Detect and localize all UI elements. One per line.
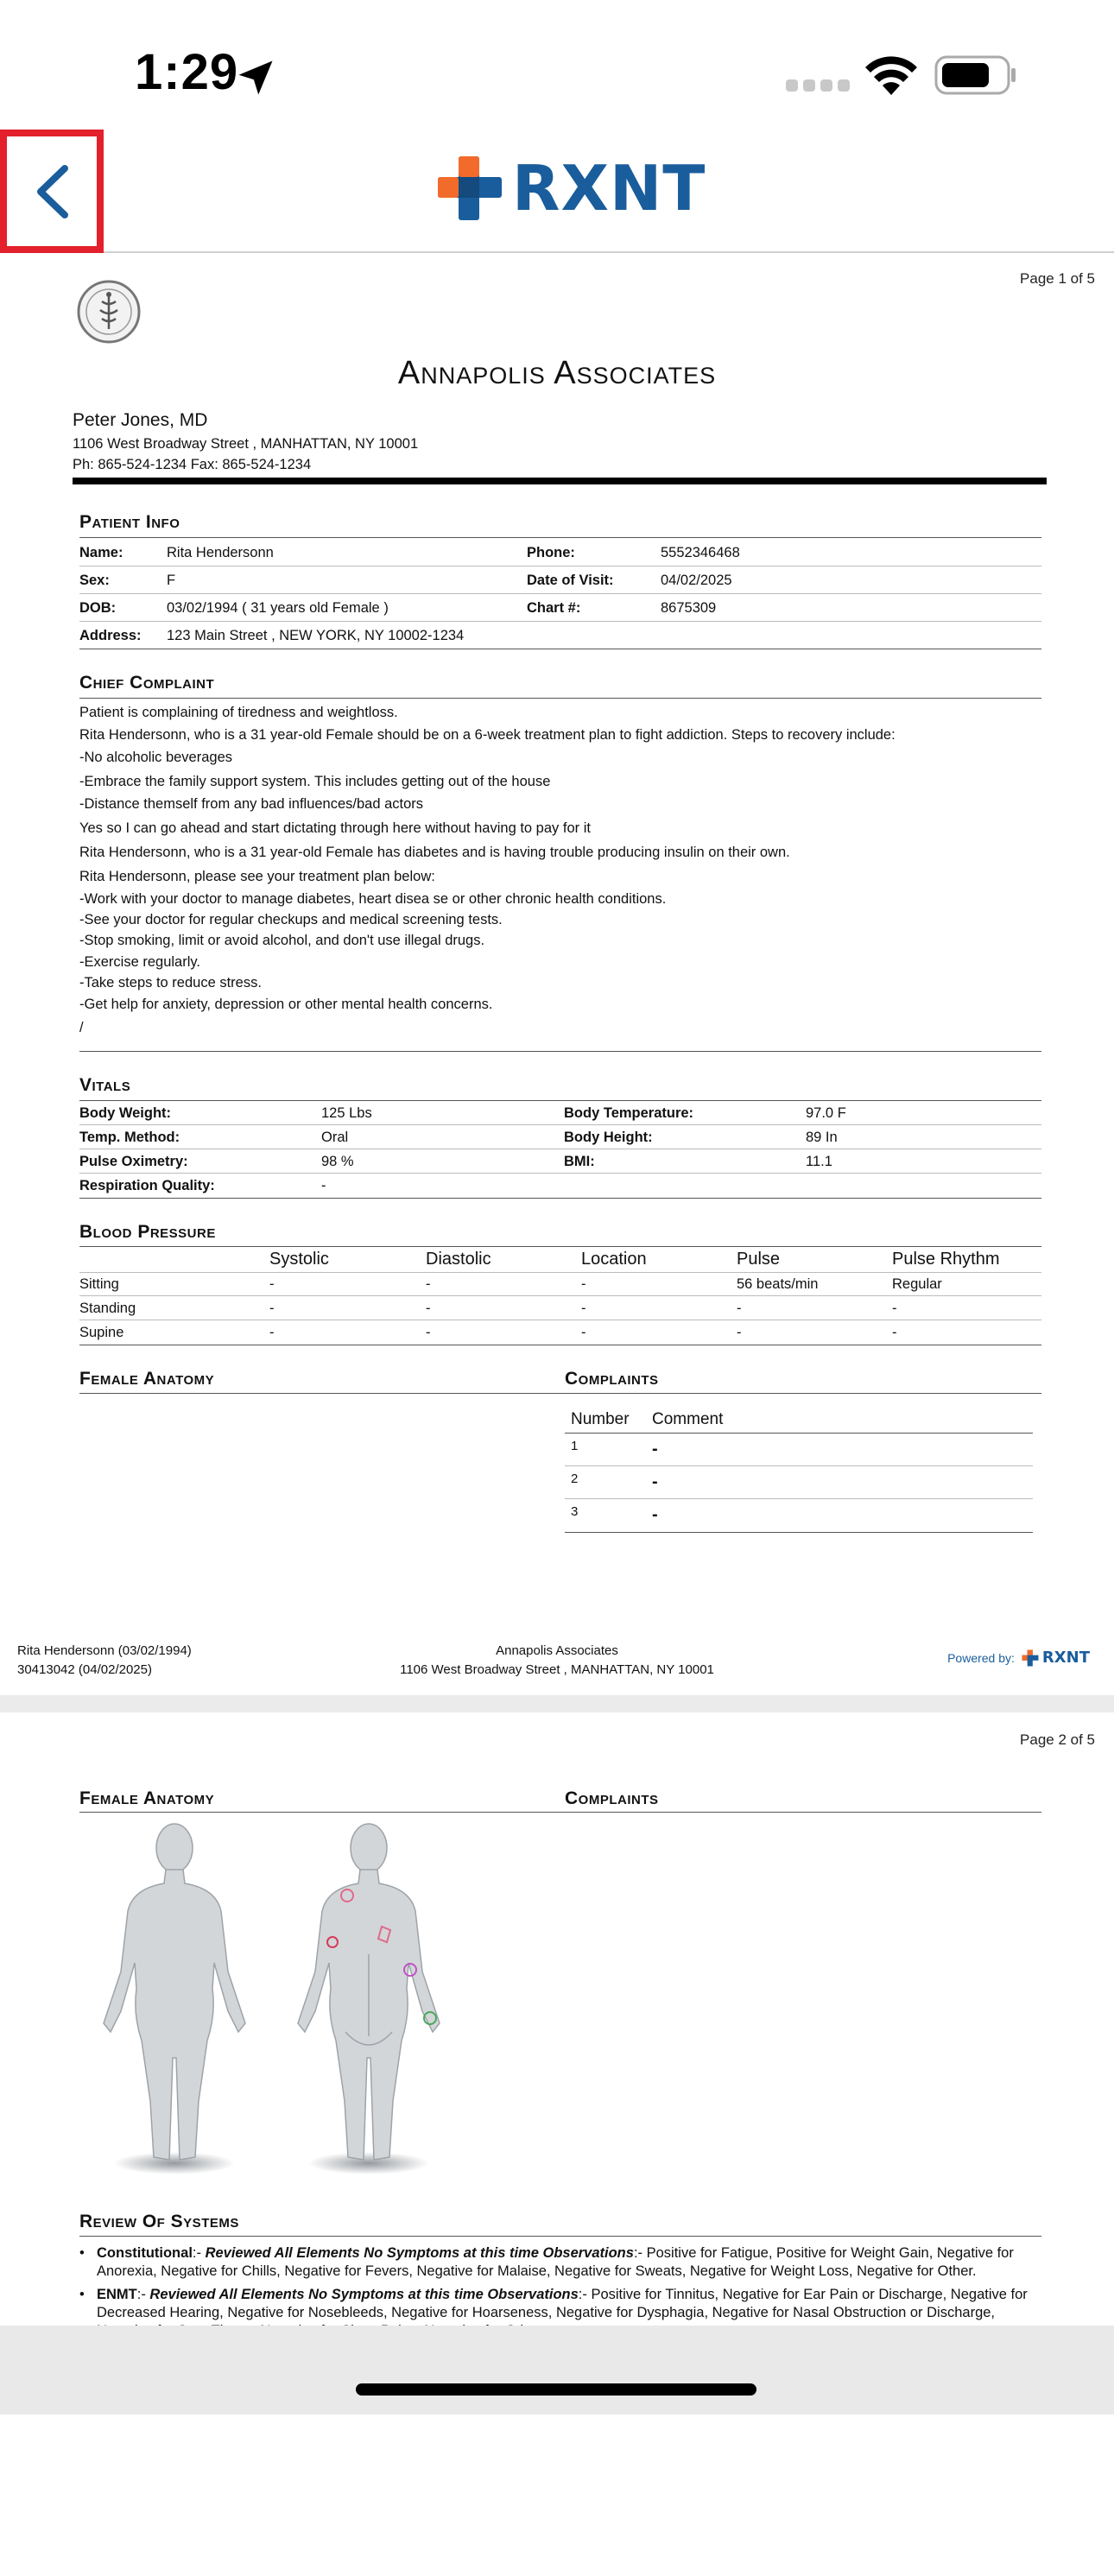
ros-separator: :- (192, 2245, 206, 2261)
name-label: Name: (79, 545, 123, 560)
document-viewer[interactable] (0, 253, 1114, 2326)
powered-by (947, 1649, 1090, 1667)
complaint-line: -No alcoholic beverages (79, 750, 233, 765)
female-anatomy-diagram (86, 1816, 449, 2179)
complaint-number: 3 (571, 1504, 579, 1519)
height-label: Body Height: (564, 1130, 653, 1145)
patient-sex: F (167, 573, 176, 588)
bp-cell: - (581, 1325, 586, 1340)
bp-position: Sitting (79, 1276, 119, 1292)
divider (565, 1465, 1033, 1466)
divider (79, 698, 1041, 699)
body-temperature: 97.0 F (806, 1105, 846, 1121)
divider (79, 1295, 1041, 1296)
address-label: Address: (79, 628, 142, 643)
complaint-line: / (79, 1020, 84, 1035)
ros-detail: :- Positive for Fatigue, Positive for Weight Gain, Negative for Anorexia, Negative for Chills, Negative for Fevers, Negative for Malaise, Negative for Sweats, Negative for Weight Loss, Negative for Other. (97, 2245, 1014, 2279)
provider-name: Peter Jones, MD (73, 410, 208, 430)
logo-text: RXNT (512, 152, 706, 225)
ros-system: Constitutional (97, 2245, 193, 2261)
front-body-icon (104, 1824, 245, 2174)
bp-cell: - (581, 1301, 586, 1316)
divider (79, 2236, 1041, 2237)
bmi-label: BMI: (564, 1154, 595, 1169)
header-divider (73, 478, 1047, 484)
complaint-line: -Distance themself from any bad influences/bad actors (79, 796, 424, 812)
home-indicator[interactable] (356, 2383, 756, 2396)
bp-header: Pulse Rhythm (892, 1250, 1000, 1269)
patient-name: Rita Hendersonn (167, 545, 274, 560)
blood-pressure-title: Blood Pressure (79, 1222, 216, 1242)
temp-method: Oral (321, 1130, 349, 1145)
pulse-oximetry: 98 % (321, 1154, 354, 1169)
divider (79, 1173, 1041, 1174)
divider (79, 1100, 1041, 1101)
divider (565, 1532, 1033, 1533)
divider (79, 621, 1041, 622)
pulse-ox-label: Pulse Oximetry: (79, 1154, 188, 1169)
bp-position: Standing (79, 1301, 136, 1316)
visit-date: 04/02/2025 (661, 573, 732, 588)
patient-address: 123 Main Street , NEW YORK, NY 10002-1234 (167, 628, 465, 643)
ros-detail: :- Positive for Tinnitus, Negative for Ear Pain or Discharge, Negative for Decreased Hearing, Negative for Nosebleeds, Negative for Hoarseness, Negative for Dysphagia, Negative for Nasal Obstruction or Discharge, (97, 2287, 1028, 2320)
rxnt-cross-icon (436, 155, 503, 222)
complaint-number: 1 (571, 1439, 579, 1453)
bullet: • (79, 2245, 85, 2261)
bp-cell: - (581, 1276, 586, 1292)
female-anatomy-title: Female Anatomy (79, 1369, 215, 1389)
divider (79, 1198, 1041, 1199)
back-button[interactable] (0, 130, 104, 253)
complaints-number-header: Number (571, 1410, 630, 1428)
chart-number: 8675309 (661, 600, 717, 616)
divider (79, 1272, 1041, 1273)
divider (79, 1393, 1041, 1394)
bp-cell: - (737, 1301, 742, 1316)
patient-dob: 03/02/1994 ( 31 years old Female ) (167, 600, 389, 616)
ros-reviewed: Reviewed All Elements No Symptoms at this time Observations (205, 2245, 634, 2261)
status-time: 1:29 (135, 44, 239, 100)
complaint-line: Rita Hendersonn, who is a 31 year-old Female has diabetes and is having trouble producing insulin on their own. (79, 845, 790, 860)
phone-label: Phone: (527, 545, 575, 560)
complaint-line: -Exercise regularly. (79, 954, 200, 970)
bp-cell: - (737, 1325, 742, 1340)
rxnt-logo (436, 149, 706, 227)
document-page-2 (0, 1712, 1114, 2576)
chief-complaint-title: Chief Complaint (79, 673, 215, 693)
powered-by-label: Powered by: (947, 1650, 1015, 1665)
complaint-line: -Embrace the family support system. This includes getting out of the house (79, 774, 551, 789)
respiration-label: Respiration Quality: (79, 1178, 215, 1193)
weight-label: Body Weight: (79, 1105, 172, 1121)
bp-cell: - (426, 1325, 431, 1340)
complaint-comment: - (652, 1505, 658, 1524)
complaint-line: -Get help for anxiety, depression or other mental health concerns. (79, 997, 493, 1012)
patient-info-title: Patient Info (79, 512, 180, 532)
provider-address: 1106 West Broadway Street , MANHATTAN, NY 10001 (73, 436, 419, 452)
divider (79, 1051, 1041, 1052)
temp-method-label: Temp. Method: (79, 1130, 180, 1145)
location-arrow-icon (233, 55, 278, 100)
page-number: Page 1 of 5 (1020, 270, 1095, 287)
bp-cell: - (426, 1301, 431, 1316)
bp-header: Pulse (737, 1250, 781, 1269)
chart-label: Chart #: (527, 600, 581, 616)
document-page-1 (0, 253, 1114, 1695)
divider (565, 1433, 1033, 1434)
bp-cell: - (426, 1276, 431, 1292)
footer-logo-text: RXNT (1041, 1649, 1090, 1667)
complaint-comment: - (652, 1440, 658, 1459)
wifi-icon (864, 54, 919, 97)
bp-cell: - (892, 1301, 897, 1316)
complaint-line: -See your doctor for regular checkups and medical screening tests. (79, 912, 503, 927)
bottom-bar (0, 2326, 1114, 2415)
bullet: • (79, 2287, 85, 2302)
bp-header: Diastolic (426, 1250, 491, 1269)
medical-seal-icon (76, 279, 142, 345)
bp-cell: - (892, 1325, 897, 1340)
complaint-line: -Stop smoking, limit or avoid alcohol, and don't use illegal drugs. (79, 933, 485, 948)
body-weight: 125 Lbs (321, 1105, 372, 1121)
footer-patient: Rita Hendersonn (03/02/1994) (17, 1643, 192, 1658)
complaint-line: -Work with your doctor to manage diabetes, heart disea se or other chronic health conditions. (79, 891, 667, 907)
bp-header: Location (581, 1250, 647, 1269)
vitals-title: Vitals (79, 1075, 131, 1095)
bp-header: Systolic (269, 1250, 329, 1269)
footer-address: 1106 West Broadway Street , MANHATTAN, NY 10001 (400, 1662, 714, 1677)
complaint-line: Rita Hendersonn, please see your treatment plan below: (79, 869, 435, 884)
complaint-line: Rita Hendersonn, who is a 31 year-old Female should be on a 6-week treatment plan to fight addiction. Steps to recovery include: (79, 727, 896, 743)
temperature-label: Body Temperature: (564, 1105, 694, 1121)
bmi-value: 11.1 (806, 1154, 832, 1169)
provider-phone: Ph: 865-524-1234 Fax: 865-524-1234 (73, 457, 312, 472)
dob-label: DOB: (79, 600, 117, 616)
rxnt-cross-icon (1022, 1649, 1039, 1667)
bp-cell: 56 beats/min (737, 1276, 819, 1292)
practice-name: Annapolis Associates (397, 355, 717, 391)
ros-item (79, 2244, 1029, 2281)
divider (79, 1246, 1041, 1247)
visit-date-label: Date of Visit: (527, 573, 614, 588)
ros-reviewed: Reviewed All Elements No Symptoms at this time Observations (149, 2287, 579, 2302)
patient-phone: 5552346468 (661, 545, 740, 560)
complaints-comment-header: Comment (652, 1410, 724, 1428)
bp-cell: - (269, 1325, 275, 1340)
status-bar (0, 0, 1114, 130)
divider (79, 1812, 1041, 1813)
respiration-quality: - (321, 1178, 326, 1193)
bp-cell: - (269, 1276, 275, 1292)
ros-separator: :- (136, 2287, 150, 2302)
review-of-systems-title: Review Of Systems (79, 2212, 239, 2231)
divider (79, 537, 1041, 538)
battery-icon (934, 55, 1017, 95)
ros-system: ENMT (97, 2287, 137, 2302)
divider (79, 1124, 1041, 1125)
complaint-number: 2 (571, 1472, 579, 1486)
cellular-signal-icon (786, 79, 851, 92)
sex-label: Sex: (79, 573, 110, 588)
female-anatomy-title: Female Anatomy (79, 1788, 215, 1808)
complaint-line: -Take steps to reduce stress. (79, 975, 262, 991)
page-number: Page 2 of 5 (1020, 1731, 1095, 1748)
app-header (0, 130, 1114, 253)
back-body-icon (298, 1824, 440, 2174)
chevron-left-icon (32, 163, 72, 220)
divider (565, 1498, 1033, 1499)
footer-practice: Annapolis Associates (496, 1643, 618, 1658)
complaints-title: Complaints (565, 1369, 659, 1389)
complaint-comment: - (652, 1472, 658, 1491)
divider (79, 593, 1041, 594)
complaints-title: Complaints (565, 1788, 659, 1808)
bp-position: Supine (79, 1325, 124, 1340)
complaint-line: Yes so I can go ahead and start dictating through here without having to pay for it (79, 820, 591, 836)
bp-cell: Regular (892, 1276, 942, 1292)
complaint-line: Patient is complaining of tiredness and weightloss. (79, 705, 398, 720)
bp-cell: - (269, 1301, 275, 1316)
footer-encounter: 30413042 (04/02/2025) (17, 1662, 152, 1677)
body-height: 89 In (806, 1130, 838, 1145)
